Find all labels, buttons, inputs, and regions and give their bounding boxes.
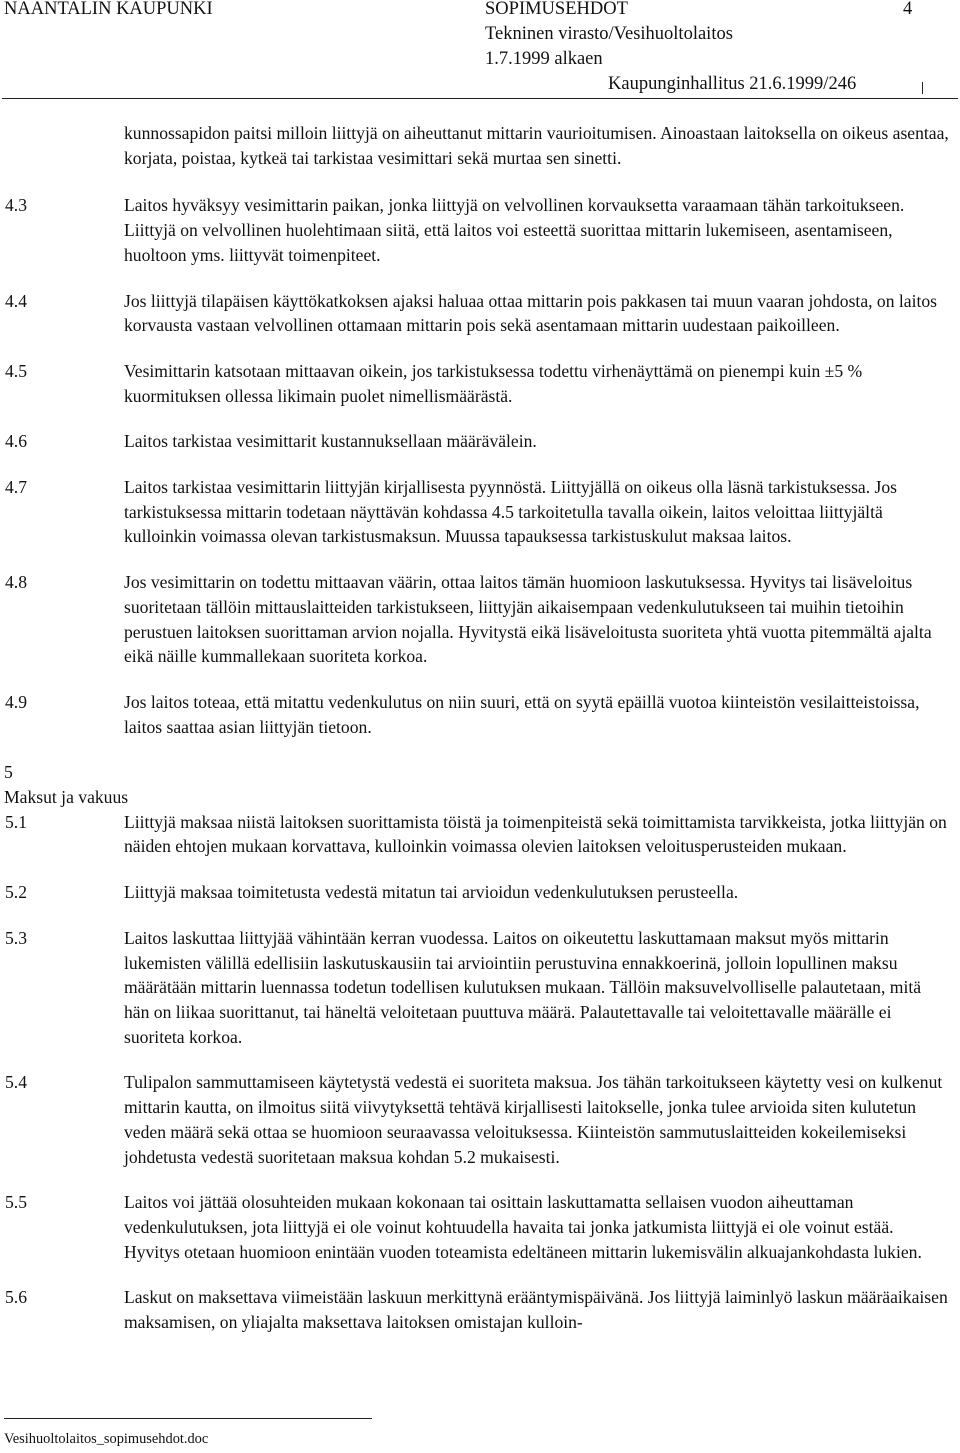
clause-item bbox=[5, 810, 950, 859]
clause-text: Laitos tarkistaa vesimittarin liittyjän kirjallisesta pyynnöstä. Liittyjällä on oikeus olla läsnä tarkistuksessa. Jos tarkistuksessa mittarin todetaan näyttävän kohdassa 4.5 tarkoitetulla tavalla oikein, laitos veloittaa liittyjältä kulloinkin voimassa olevan tarkistusmaksun. Muussa tapauksessa tarkistuskulut maksaa laitos. bbox=[124, 477, 898, 547]
clause-number: 5.3 bbox=[5, 927, 27, 948]
header-center-block bbox=[485, 0, 815, 72]
continued-paragraph: kunnossapidon paitsi milloin liittyjä on aiheuttanut mittarin vaurioitumisen. Ainoastaan laitoksella on oikeus asentaa, korjata, poistaa, kytkeä tai tarkistaa vesimittari sekä murtaa sen sinetti. bbox=[124, 123, 949, 168]
clause-item bbox=[5, 690, 950, 739]
clause-number: 4.7 bbox=[5, 477, 27, 498]
clause-number: 4.9 bbox=[5, 691, 27, 712]
department-name: Tekninen virasto/Vesihuoltolaitos bbox=[485, 24, 733, 44]
clause-number: 5.5 bbox=[5, 1192, 27, 1213]
clause-item bbox=[5, 880, 950, 905]
clause-item bbox=[5, 429, 950, 454]
valid-from-date: 1.7.1999 alkaen bbox=[485, 49, 603, 69]
clause-text: Jos laitos toteaa, että mitattu vedenkulutus on niin suuri, että on syytä epäillä vuotoa kiinteistön vesilaitteistoissa, laitos saattaa asian liittyjän tietoon. bbox=[124, 691, 920, 737]
clause-item bbox=[5, 1285, 950, 1334]
clause-text: Vesimittarin katsotaan mittaavan oikein, jos tarkistuksessa todettu virhenäyttämä on pienempi kuin ±5 % kuormituksen ollessa likimain puolet nimellismäärästä. bbox=[124, 360, 863, 406]
clause-text: Liittyjä maksaa toimitetusta vedestä mitatun tai arvioidun vedenkulutuksen perusteella. bbox=[124, 882, 739, 903]
clause-number: 5.2 bbox=[5, 882, 27, 903]
section-number: 5 bbox=[4, 762, 13, 783]
clause-text: Laskut on maksettava viimeistään laskuun merkittynä erääntymispäivänä. Jos liittyjä laiminlyö laskun määräaikaisen maksamisen, on yliajalta maksettava laitoksen omistajan kulloin- bbox=[124, 1287, 948, 1333]
clause-item bbox=[5, 570, 950, 669]
document-body bbox=[0, 121, 960, 1356]
clause-number: 5.1 bbox=[5, 811, 27, 832]
clause-item bbox=[5, 926, 950, 1050]
clause-number: 4.3 bbox=[5, 195, 27, 216]
section-5-items bbox=[0, 810, 960, 1335]
clause-text: Laitos laskuttaa liittyjää vähintään kerran vuodessa. Laitos on oikeutettu laskuttamaan maksut myös mittarin lukemisten välillä edellisiin laskutuskausiin tai arviointiin perustuvina ennakkoerinä, jolloin lopullinen maksu määrätään mittarin luennassa todetun todellisen kulutuksen mukaan. Tällöin maksuvelvolliselle palautetaan, mitä hän on liikaa suorittanut, tai häneltä veloitetaan puuttuva määrä. Palautettavalle tai veloitettavalle määrälle ei suoriteta korkoa. bbox=[124, 927, 922, 1047]
clause-text: Liittyjä maksaa niistä laitoksen suorittamista töistä ja toimenpiteistä sekä toimittamista tarvikkeista, jotka liittyjän on näiden ehtojen mukaan korvattava, kulloinkin voimassa olevien laitoksen veloitusperusteiden mukaan. bbox=[124, 811, 947, 857]
header-corner-mark bbox=[922, 82, 929, 94]
footer-rule bbox=[4, 1418, 372, 1419]
clause-number: 4.6 bbox=[5, 431, 27, 452]
clause-item bbox=[5, 289, 950, 338]
section-4-items bbox=[0, 193, 960, 739]
clause-text: Jos liittyjä tilapäisen käyttökatkoksen ajaksi haluaa ottaa mittarin pois pakkasen tai muun vaaran johdosta, on laitos korvausta vastaan velvollinen ottamaan mittarin pois sekä asentamaan mittarin uudestaan paikoilleen. bbox=[124, 290, 938, 336]
decision-reference: Kaupunginhallitus 21.6.1999/246 bbox=[608, 74, 857, 94]
clause-text: Laitos voi jättää olosuhteiden mukaan kokonaan tai osittain laskuttamatta sellaisen vuodon aiheuttaman vedenkulutuksen, jota liittyjä ei ole voinut kohtuudella havaita tai jonka jatkumista liittyjä ei ole voinut estää. Hyvitys otetaan huomioon enintään vuoden toteamista edeltäneen mittarin lukemisvälin alkuajankohdasta lukien. bbox=[124, 1192, 922, 1262]
clause-item bbox=[5, 475, 950, 549]
page-header bbox=[0, 0, 960, 100]
page-number: 4 bbox=[903, 0, 913, 19]
clause-number: 4.4 bbox=[5, 290, 27, 311]
clause-number: 5.6 bbox=[5, 1287, 27, 1308]
clause-item bbox=[5, 359, 950, 408]
clause-item bbox=[5, 193, 950, 267]
clause-item bbox=[5, 1190, 950, 1264]
document-type: SOPIMUSEHDOT bbox=[485, 0, 628, 19]
clause-number: 4.8 bbox=[5, 572, 27, 593]
header-rule bbox=[2, 98, 958, 99]
clause-text: Tulipalon sammuttamiseen käytetystä vedestä ei suoriteta maksua. Jos tähän tarkoitukseen käytetty vesi on kulkenut mittarin kautta, on ilmoitus siitä viivytyksettä tehtävä kirjallisesti laitokselle, jonka tulee arvioida siten kulutetun veden määrä sekä ottaa se huomioon seuraavassa veloituksessa. Kiinteistön sammutuslaitteiden kokeilemiseksi johdetusta vedestä suoritetaan maksua kohdan 5.2 mukaisesti. bbox=[124, 1072, 943, 1167]
section-title: Maksut ja vakuus bbox=[4, 787, 129, 808]
clause-item bbox=[5, 1070, 950, 1169]
clause-text: Jos vesimittarin on todettu mittaavan väärin, ottaa laitos tämän huomioon laskutuksessa. Hyvitys tai lisäveloitus suoritetaan tällöin mittauslaitteiden tarkistukseen, liittyjän aikaisempaan vedenkulutukseen tai muihin tietoihin perustuen laitoksen suorittaman arvion nojalla. Hyvitystä eikä lisäveloitusta suoriteta yhtä vuotta pitemmältä ajalta eikä näille kummallekaan suoriteta korkoa. bbox=[124, 572, 932, 667]
clause-text: Laitos tarkistaa vesimittarit kustannuksellaan määrävälein. bbox=[124, 431, 537, 452]
clause-number: 5.4 bbox=[5, 1072, 27, 1093]
footer-filename: Vesihuoltolaitos_sopimusehdot.doc bbox=[4, 1431, 209, 1447]
clause-number: 4.5 bbox=[5, 360, 27, 381]
organization-name: NAANTALIN KAUPUNKI bbox=[4, 0, 213, 19]
page-footer bbox=[0, 1414, 960, 1453]
clause-text: Laitos hyväksyy vesimittarin paikan, jonka liittyjä on velvollinen korvauksetta varaamaan tähän tarkoitukseen. Liittyjä on velvollinen huolehtimaan siitä, että laitos voi esteettä suorittaa mittarin lukemiseen, asentamiseen, huoltoon yms. liittyvät toimenpiteet. bbox=[124, 195, 905, 265]
